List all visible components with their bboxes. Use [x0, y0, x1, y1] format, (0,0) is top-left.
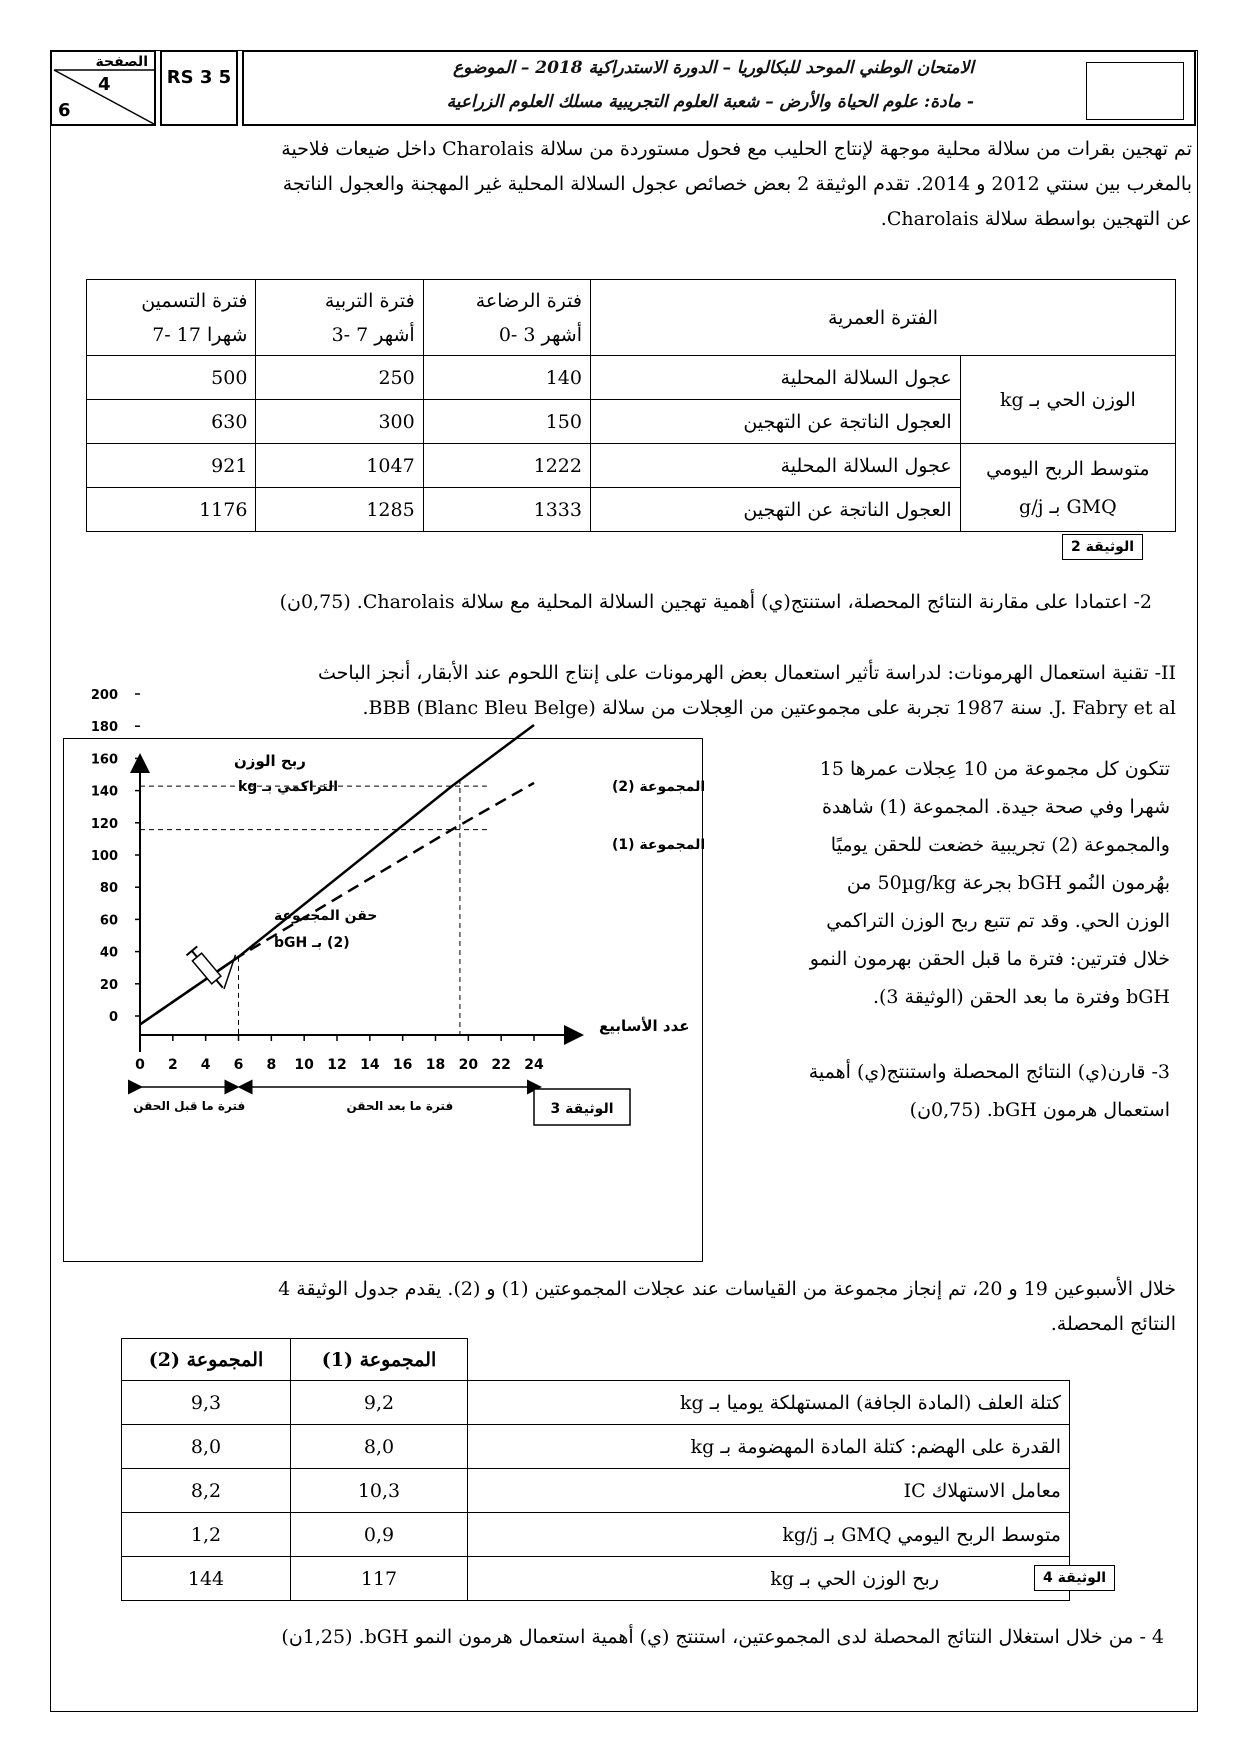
y-tick-label: 80: [99, 881, 118, 897]
period-after-label: فترة ما بعد الحقن: [346, 1099, 454, 1113]
exam-title-line2: - مادة: علوم الحياة والأرض – شعبة العلوم التجريبية مسلك العلوم الزراعية: [446, 92, 974, 112]
y-tick-label: 0: [108, 1010, 118, 1025]
exam-header: [50, 50, 1198, 128]
table-row: [122, 1339, 1070, 1381]
x-tick-label: 20: [458, 1057, 479, 1073]
intro-line: تم تهجين بقرات من سلالة محلية موجهة لإنتاج الحليب مع فحول مستوردة من سلالة Charolais داخل ضيعات فلاحية: [281, 138, 1192, 160]
question-4: 4 - من خلال استغلال النتائج المحصلة لدى المجموعتين، استنتج (ي) أهمية استعمال هرمون النمو bGH. (1,25ن): [281, 1626, 1164, 1648]
series-line: [140, 725, 534, 1024]
series-label-group1: المجموعة (1): [612, 837, 706, 853]
table-row: 921 1047 1222 عجول السلالة المحلية متوسط الربح اليومي GMQ بـ g/j: [87, 444, 1176, 488]
x-tick-label: 8: [266, 1057, 277, 1073]
doc3-label: الوثيقة 3: [550, 1101, 614, 1117]
series-label-group2: المجموعة (2): [612, 779, 706, 795]
x-tick-label: 22: [491, 1057, 511, 1073]
doc3-graph-box: [63, 688, 706, 1262]
doc4-label: الوثيقة 4: [1034, 1565, 1115, 1591]
table-header-age: الفترة العمرية: [590, 280, 1175, 356]
y-tick-label: 160: [90, 752, 118, 768]
page-current: 4: [98, 74, 111, 95]
y-tick-label: 140: [90, 784, 118, 800]
exam-title-box: [242, 50, 1196, 126]
blank-box: [1086, 62, 1184, 120]
col-group1: المجموعة (1): [291, 1339, 468, 1381]
table-row: 9,3 9,2 كتلة العلف (المادة الجافة) المستهلكة يوميا بـ kg: [122, 1381, 1070, 1425]
x-tick-label: 2: [167, 1057, 178, 1073]
period-before-label: فترة ما قبل الحقن: [133, 1099, 246, 1113]
doc4-intro: خلال الأسبوعين 19 و 20، تم إنجاز مجموعة من القياسات عند عجلات المجموعتين (1) و (2). يقدم جدول الوثيقة 4 النتائج المحصلة.: [278, 1278, 1176, 1335]
y-axis-label: ربح الوزن: [234, 752, 306, 770]
subject-code: RS 3 5: [160, 50, 238, 126]
x-tick-label: 16: [392, 1057, 413, 1073]
x-tick-label: 18: [425, 1057, 446, 1073]
page-total: 6: [58, 100, 71, 121]
question-2: 2- اعتمادا على مقارنة النتائج المحصلة، استنتج(ي) أهمية تهجين السلالة المحلية مع سلالة Charolais. (0,75ن): [279, 591, 1152, 613]
table-row: 500 250 140 عجول السلالة المحلية الوزن الحي بـ kg: [87, 356, 1176, 400]
table-row: [87, 280, 1176, 356]
y-tick-label: 180: [90, 720, 118, 736]
table-row: 8,0 8,0 القدرة على الهضم: كتلة المادة المهضومة بـ kg: [122, 1425, 1070, 1469]
x-tick-label: 10: [294, 1057, 314, 1073]
y-tick-label: 60: [99, 913, 118, 929]
question-3: 3- قارن(ي) النتائج المحصلة واستنتج(ي) أهمية استعمال هرمون bGH. (0,75ن): [808, 1061, 1170, 1121]
table-cell: فترة الرضاعة 0- 3 أشهر: [423, 280, 590, 356]
group-gmq: متوسط الربح اليومي GMQ بـ g/j: [960, 444, 1175, 532]
intro-line: عن التهجين بواسطة سلالة Charolais.: [880, 208, 1192, 230]
table-row: 630 300 150 العجول الناتجة عن التهجين: [87, 400, 1176, 444]
y-tick-label: 20: [99, 977, 118, 993]
injection-label: حقن المجموعة: [274, 908, 378, 924]
col-group2: المجموعة (2): [122, 1339, 291, 1381]
x-tick-label: 4: [200, 1057, 211, 1073]
y-tick-label: 200: [90, 688, 118, 703]
intro-paragraph: [66, 132, 1192, 237]
injection-pointer: [224, 955, 236, 989]
page-number-box: [50, 50, 156, 126]
exam-title-line1: الامتحان الوطني الموحد للبكالوريا – الدورة الاستدراكية 2018 – الموضوع: [453, 58, 974, 78]
y-tick-label: 100: [90, 849, 118, 864]
x-tick-label: 12: [327, 1057, 347, 1073]
series-line: [140, 783, 534, 1024]
table-cell: فترة التسمين 7- 17 شهرا: [87, 280, 256, 356]
y-axis-label: التراكمي بـ kg: [238, 779, 339, 795]
x-tick-label: 6: [233, 1057, 244, 1073]
doc2-table: [86, 279, 1176, 532]
x-tick-label: 24: [524, 1057, 544, 1073]
section-2-intro: II- تقنية استعمال الهرمونات: لدراسة تأثير استعمال بعض الهرمونات على إنتاج اللحوم عند الأبقار، أنجز الباحث J. Fabry et al. سنة 1987 تجربة على مجموعتين من العِجلات من سلالة BBB (Blanc Bleu Belge).: [318, 662, 1176, 719]
page-label: الصفحة: [95, 54, 148, 70]
doc2-label: الوثيقة 2: [1062, 534, 1143, 560]
y-tick-label: 120: [90, 816, 118, 832]
table-row: 8,2 10,3 معامل الاستهلاك IC: [122, 1469, 1070, 1513]
table-row: 1176 1285 1333 العجول الناتجة عن التهجين: [87, 488, 1176, 532]
doc3-chart: [64, 688, 706, 1260]
table-cell: فترة التربية 3- 7 أشهر: [256, 280, 423, 356]
x-tick-label: 0: [135, 1057, 145, 1073]
table-row: 1,2 0,9 متوسط الربح اليومي GMQ بـ kg/j: [122, 1513, 1070, 1557]
table-row: 144 117 ربح الوزن الحي بـ kg: [122, 1557, 1070, 1601]
injection-label: (2) بـ bGH: [274, 935, 350, 951]
doc4-table: [121, 1338, 1070, 1601]
doc3-description: تتكون كل مجموعة من 10 عِجلات عمرها 15 شهرا وفي صحة جيدة. المجموعة (1) شاهدة والمجموعة (2) تجريبية خضعت للحقن يوميًا بهُرمون النُمو bGH بجرعة 50µg/kg من الوزن الحي. وقد تم تتبع ربح الوزن التراكمي خلال فترتين: فترة ما قبل الحقن بهرمون النمو bGH وفترة ما بعد الحقن (الوثيقة 3).: [809, 758, 1170, 1008]
y-tick-label: 40: [99, 945, 118, 961]
x-axis-label: عدد الأسابيع: [599, 1017, 690, 1035]
intro-line: بالمغرب بين سنتي 2012 و 2014. تقدم الوثيقة 2 بعض خصائص عجول السلالة المحلية غير المهجنة والعجول الناتجة: [282, 173, 1192, 195]
x-tick-label: 14: [360, 1057, 380, 1073]
group-weight: الوزن الحي بـ kg: [960, 356, 1175, 444]
